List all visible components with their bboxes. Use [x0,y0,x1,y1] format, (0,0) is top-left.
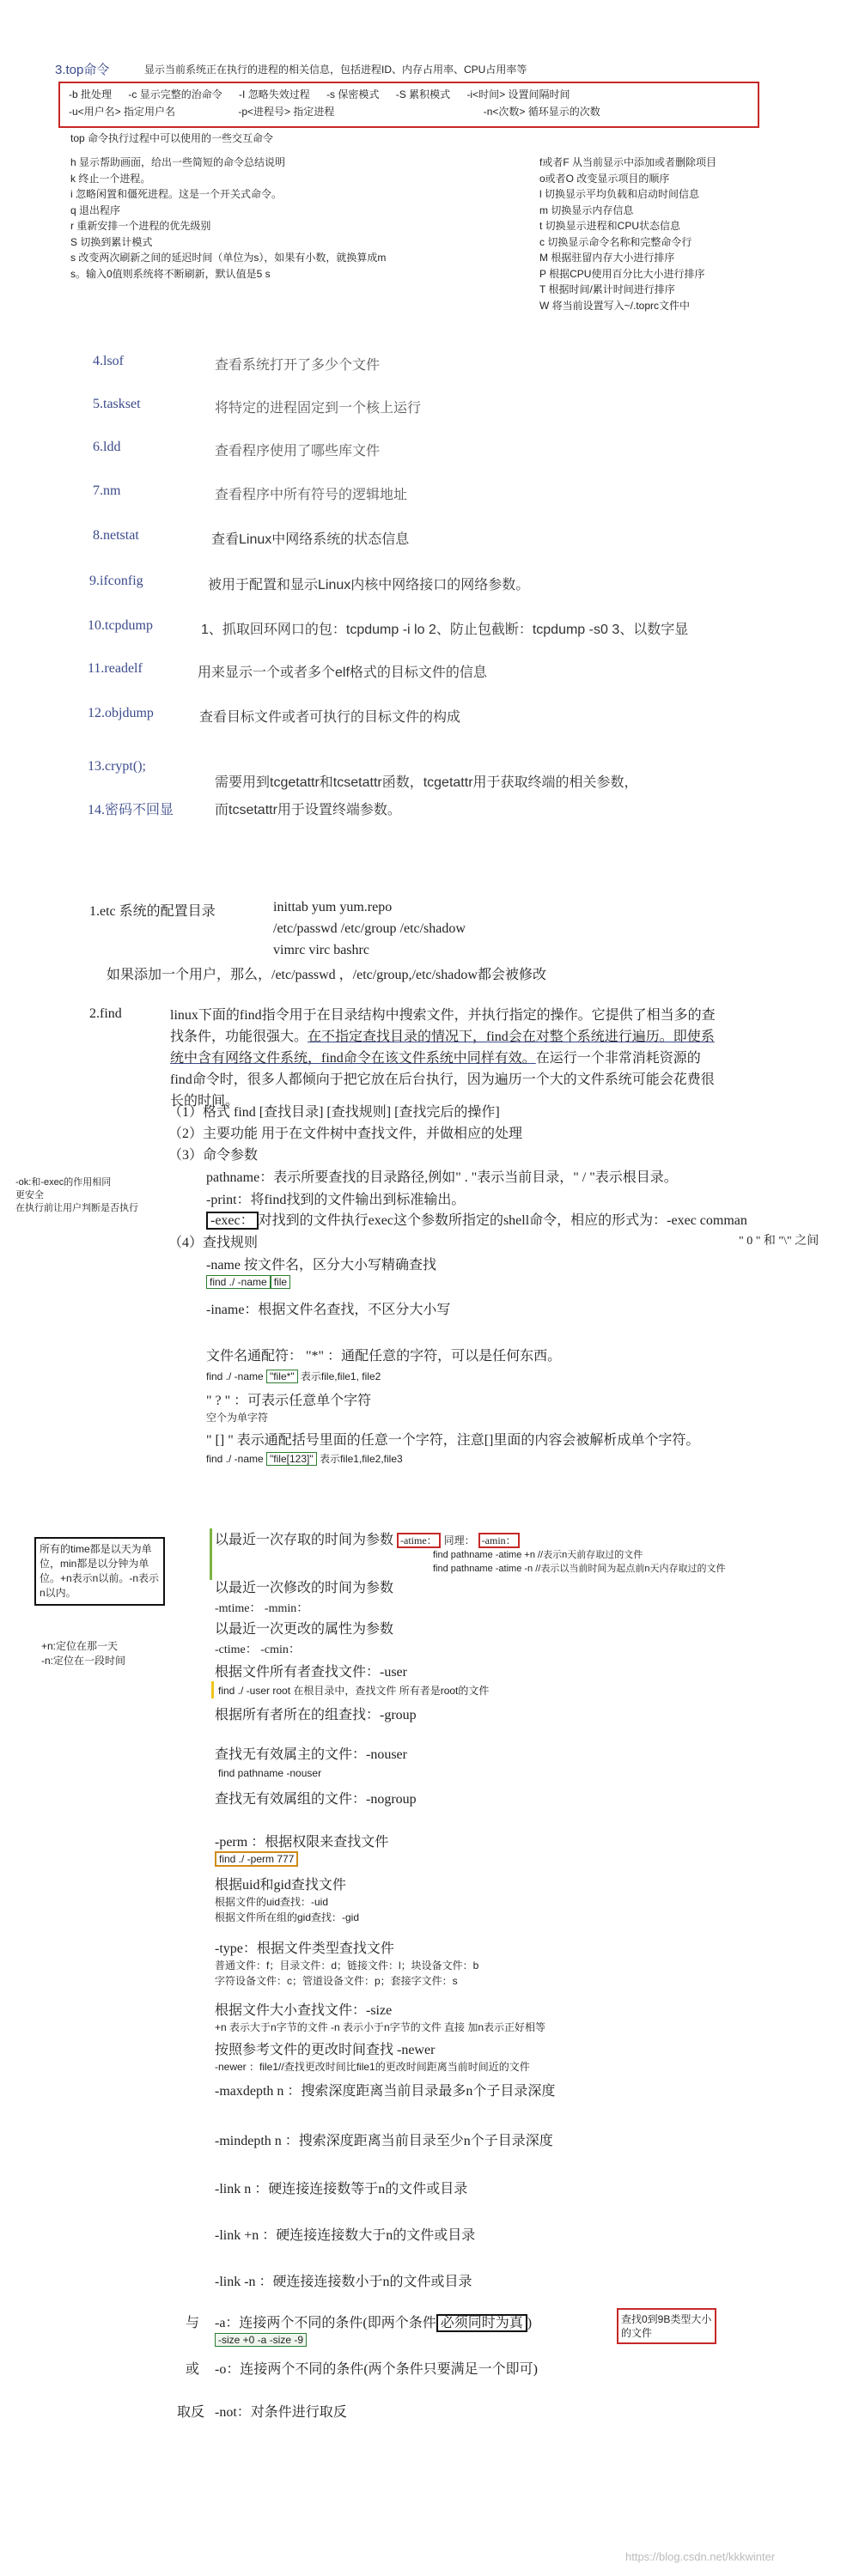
cmd-desc-tcpdump: 1、抓取回环网口的包：tcpdump -i lo 2、防止包截断：tcpdump -s0 3、以数字显 [201,623,689,637]
cmd-o: o或者O 改变显示项目的顺序 [539,172,670,185]
gid-opt: 根据文件所在组的gid查找：-gid [215,1911,360,1923]
exec-tail: " 0 " 和 "\" 之间 [739,1235,819,1248]
top-description: 显示当前系统正在执行的进程的相关信息，包括进程ID、内存占用率、CPU占用率等 [144,64,527,76]
and-rule-end: ) [527,2316,533,2330]
not-label: 取反 [177,2405,205,2420]
nouser-line: 查找无有效属主的文件：-nouser [215,1747,407,1762]
amin-tag: -amin： [478,1533,520,1548]
find-pathname: pathname：表示所要查找的目录路径,例如" . "表示当前目录，" / "表示根目录。 [206,1170,678,1185]
and-rule-text: -a：连接两个不同的条件(即两个条件 [215,2316,436,2330]
find-exec-line [206,1209,747,1229]
type-list-1: 普通文件：f；目录文件：d；链接文件：l；块设备文件：b [215,1959,479,1971]
nouser-example: find pathname -nouser [218,1767,322,1779]
find-question2: 空个为单字符 [206,1412,269,1424]
option-interval: -i<时间> 设置间隔时间 [466,88,570,100]
star-example-cmd: find ./ -name [206,1370,264,1382]
top-options-row2 [69,104,600,118]
option-S: -S 累积模式 [395,88,451,100]
cmd-name-ldd: 6.ldd [93,440,121,454]
cmd-name-objdump: 12.objdump [88,706,154,720]
etc-note: 如果添加一个用户，那么，/etc/passwd ，/etc/group,/etc/shadow都会被修改 [107,968,546,982]
find-print: -print：将find找到的文件输出到标准输出。 [206,1193,466,1207]
find-heading: 2.find [89,1006,122,1021]
uid-line: 根据uid和gid查找文件 [215,1878,346,1893]
n-note-1: +n:定位在那一天 [41,1640,119,1652]
newer-line: 按照参考文件的更改时间查找 -newer [215,2043,436,2057]
watermark: https://blog.csdn.net/kkkwinter [625,2550,776,2563]
find-purpose: （2）主要功能 用于在文件树中查找文件，并做相应的处理 [168,1127,523,1141]
exec-desc: 对找到的文件执行exec这个参数所指定的shell命令，相应的形式为：-exec comman [258,1213,747,1228]
time-bracket [210,1528,212,1580]
or-rule: -o：连接两个不同的条件(两个条件只要满足一个即可) [215,2362,538,2377]
find-params: （3）命令参数 [168,1148,259,1163]
time-note-box: 所有的time都是以天为单位，min都是以分钟为单位。+n表示n以前。-n表示n以内。 [34,1537,165,1606]
cmd-name-nm: 7.nm [93,483,121,498]
find-star-example [206,1369,381,1383]
etc-line2: /etc/passwd /etc/group /etc/shadow [273,921,466,936]
top-heading: 3.top命令 [55,63,110,77]
mtime-line: 以最近一次修改的时间为参数 [215,1581,394,1595]
mindepth-rule: -mindepth n ：搜索深度距离当前目录至少n个子目录深度 [215,2134,553,2148]
cmd-desc-password: 而tcsetattr用于设置终端参数。 [215,803,401,817]
cmd-desc-crypt: 需要用到tcgetattr和tcsetattr函数，tcgetattr用于获取终端的相关参数， [215,775,638,790]
bracket-example-cmd: find ./ -name [206,1453,264,1465]
user-bracket [211,1681,214,1698]
and-example: -size +0 -a -size -9 [215,2333,307,2347]
cmd-desc-ldd: 查看程序使用了哪些库文件 [215,444,381,459]
cmd-desc-readelf: 用来显示一个或者多个elf格式的目标文件的信息 [198,665,487,680]
find-name-rule: -name 按文件名，区分大小写精确查找 [206,1258,436,1273]
link-eq-rule: -link n ：硬连接连接数等于n的文件或目录 [215,2182,468,2196]
find-question: " ? " ：可表示任意单个字符 [206,1394,372,1408]
link-gt-rule: -link +n ：硬连接连接数大于n的文件或目录 [215,2228,476,2243]
not-rule: -not：对条件进行取反 [215,2405,347,2420]
find-format: （1）格式 find [查找目录] [查找规则] [查找完后的操作] [168,1105,500,1120]
cmd-W: W 将当前设置写入~/.toprc文件中 [539,299,691,312]
uid-opt: 根据文件的uid查找：-uid [215,1896,329,1908]
atime-mid: 同理： [443,1534,475,1546]
cmd-desc-netstat: 查看Linux中网络系统的状态信息 [211,532,410,547]
link-lt-rule: -link -n ：硬连接连接数小于n的文件或目录 [215,2275,472,2289]
and-note-box: 查找0到9B类型大小的文件 [617,2308,716,2344]
star-example-word: "file*" [266,1370,298,1383]
cmd-name-tcpdump: 10.tcpdump [88,618,153,633]
and-rule [215,2312,532,2331]
or-label: 或 [186,2362,200,2377]
cmd-S: S 切换到累计模式 [70,235,153,248]
n-note-2: -n:定位在一段时间 [41,1655,126,1667]
perm-example-wrap [215,1853,298,1865]
top-interactive-title: top 命令执行过程中可以使用的一些交互命令 [70,132,274,144]
option-u: -u<用户名> 指定用户名 [69,106,176,118]
option-s: -s 保密模式 [326,88,380,100]
user-line: 根据文件所有者查找文件：-user [215,1665,407,1680]
cmd-desc-objdump: 查看目标文件或者可执行的目标文件的构成 [199,710,461,725]
ok-note [15,1176,138,1215]
type-list-2: 字符设备文件：c；管道设备文件：p；套接字文件：s [215,1975,458,1987]
and-label: 与 [186,2316,200,2330]
cmd-desc-nm: 查看程序中所有符号的逻辑地址 [215,488,408,502]
find-intro-c: 在运行一个非常消耗资源的find命令时，很多人都倾向于把它放在后台执行，因为遍历一个大的文件系统可能会花费很长的时间。 [170,1051,715,1109]
top-left-commands [70,155,386,282]
cmd-name-ifconfig: 9.ifconfig [89,574,143,588]
etc-line3: vimrc virc bashrc [273,943,369,957]
mtime-opts: -mtime： -mmin： [215,1602,309,1615]
cmd-f: f或者F 从当前显示中添加或者删除项目 [539,156,716,168]
cmd-desc-ifconfig: 被用于配置和显示Linux内核中网络接口的网络参数。 [208,578,530,592]
option-i: -I 忽略失效过程 [239,88,310,100]
name-example-word: file [271,1275,290,1289]
atime-ex1: find pathname -atime +n //表示n天前存取过的文件 [433,1550,643,1560]
nogroup-line: 查找无有效属组的文件：-nogroup [215,1792,417,1807]
option-p: -p<进程号> 指定进程 [238,106,335,118]
cmd-name-lsof: 4.lsof [93,354,124,368]
top-options-row1 [69,87,570,101]
find-wildcard: 文件名通配符： "*" ：通配任意的字符，可以是任何东西。 [206,1349,562,1364]
find-iname: -iname：根据文件名查找，不区分大小写 [206,1303,451,1317]
ctime-line: 以最近一次更改的属性为参数 [215,1622,394,1637]
option-n: -n<次数> 循环显示的次数 [483,106,600,118]
find-intro-b: 在不指定查找目录的情况下，find会在对整个系统进行遍历。即使系统中含有网络文件系统，find命令在该文件系统中同样有效。 [170,1030,715,1066]
ok-note-1: -ok:和-exec的作用相同 [15,1177,112,1188]
top-right-commands [539,155,716,313]
etc-heading: 1.etc 系统的配置目录 [89,904,216,919]
cmd-desc-lsof: 查看系统打开了多少个文件 [215,358,381,373]
option-c: -c 显示完整的治命令 [128,88,222,100]
cmd-T: T 根据时间/累计时间进行排序 [539,283,675,295]
find-rules: （4）查找规则 [168,1236,259,1250]
cmd-s-cont: s。输入0值则系统将不断刷新，默认值是5 s [70,267,271,280]
type-line: -type：根据文件类型查找文件 [215,1941,394,1956]
size-example: +n 表示大于n字节的文件 -n 表示小于n字节的文件 直接 加n表示正好相等 [215,2021,546,2033]
atime-ex2: find pathname -atime -n //表示以当前时间为起点前n天内存取过的文件 [433,1564,726,1574]
cmd-k: k 终止一个进程。 [70,172,151,185]
atime-tag: -atime： [397,1533,441,1548]
cmd-desc-taskset: 将特定的进程固定到一个核上运行 [215,401,422,416]
star-example-desc: 表示file,file1, file2 [300,1370,381,1382]
newer-example: -newer ：file1//查找更改时间比file1的更改时间距离当前时间近的文件 [215,2061,530,2073]
exec-tag: -exec： [206,1212,259,1230]
ctime-opts: -ctime： -cmin： [215,1643,301,1656]
perm-line: -perm ：根据权限来查找文件 [215,1835,389,1850]
find-name-example [206,1276,290,1288]
etc-line1: inittab yum yum.repo [273,900,393,914]
and-rule-box: 必须同时为真 [436,2314,527,2332]
option-b: -b 批处理 [69,88,113,100]
cmd-name-readelf: 11.readelf [88,661,143,676]
cmd-s: s 改变两次刷新之间的延迟时间（单位为s），如果有小数，就换算成m [70,252,387,264]
perm-example: find ./ -perm 777 [215,1851,298,1867]
name-example-cmd: find ./ -name [206,1275,271,1289]
bracket-example-desc: 表示file1,file2,file3 [319,1453,403,1465]
size-line: 根据文件大小查找文件：-size [215,2003,393,2018]
cmd-M: M 根据驻留内存大小进行排序 [539,252,675,264]
group-line: 根据所有者所在的组查找：-group [215,1708,417,1722]
cmd-h: h 显示帮助画面，给出一些简短的命令总结说明 [70,156,286,168]
cmd-name-netstat: 8.netstat [93,528,139,543]
atime-desc: 以最近一次存取的时间为参数 [215,1533,394,1547]
bracket-example-word: "file[123]" [266,1452,317,1466]
cmd-l: l 切换显示平均负载和启动时间信息 [539,188,700,200]
and-example-wrap [215,2334,307,2346]
atime-line [215,1528,520,1548]
cmd-q: q 退出程序 [70,204,121,216]
cmd-P: P 根据CPU使用百分比大小进行排序 [539,267,705,280]
maxdepth-rule: -maxdepth n ：搜索深度距离当前目录最多n个子目录深度 [215,2084,556,2099]
find-intro [170,1005,720,1112]
ok-note-2: 更安全 [15,1190,44,1200]
cmd-name-crypt: 13.crypt(); [88,759,146,774]
cmd-c: c 切换显示命令名称和完整命令行 [539,235,692,248]
user-example: find ./ -user root 在根目录中，查找文件 所有者是root的文件 [218,1685,490,1697]
cmd-name-password: 14.密码不回显 [88,803,174,817]
ok-note-3: 在执行前让用户判断是否执行 [15,1203,138,1213]
cmd-m: m 切换显示内存信息 [539,204,634,216]
find-bracket-example [206,1451,403,1466]
cmd-i: i 忽略闲置和僵死进程。这是一个开关式命令。 [70,188,283,200]
find-bracket: " [] " 表示通配括号里面的任意一个字符，注意[]里面的内容会被解析成单个字符。 [206,1433,700,1448]
find-intro-a: linux下面的find指令用于在目录结构中搜索文件，并执行指定的操作。它提供了相当多的查找条件，功能很强大。 [170,1008,716,1044]
cmd-r: r 重新安排一个进程的优先级别 [70,220,211,232]
cmd-t: t 切换显示进程和CPU状态信息 [539,220,681,232]
cmd-name-taskset: 5.taskset [93,397,141,411]
